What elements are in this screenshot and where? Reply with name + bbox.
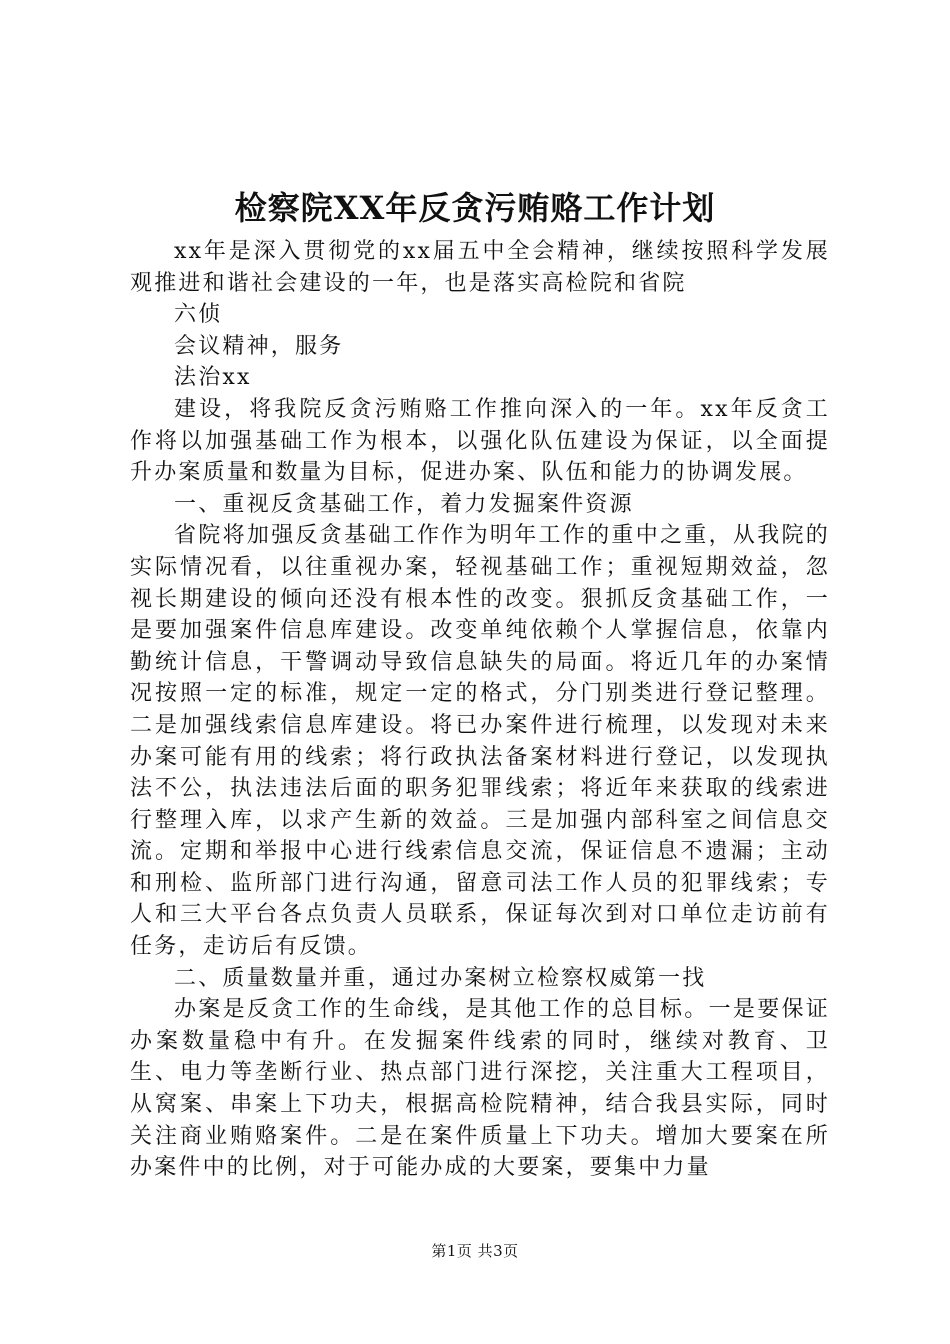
paragraph-intro: xx年是深入贯彻党的xx届五中全会精神，继续按照科学发展观推进和谐社会建设的一年，也是落实高检院和省院 <box>130 239 830 296</box>
document-body <box>130 236 830 1184</box>
paragraph-fragment-meeting: 会议精神，服务 <box>174 333 344 359</box>
paragraph-section-2: 办案是反贪工作的生命线，是其他工作的总目标。一是要保证办案数量稳中有升。在发掘案件线索的同时，继续对教育、卫生、电力等垄断行业、热点部门进行深挖，关注重大工程项目，从窝案、串案上下功夫，根据高检院精神，结合我县实际，同时关注商业贿赂案件。二是在案件质量上下功夫。增加大要案在所办案件中的比例，对于可能办成的大要案，要集中力量 <box>130 997 830 1181</box>
section-heading-1: 一、重视反贪基础工作，着力发掘案件资源 <box>174 491 634 517</box>
paragraph-section-1: 省院将加强反贪基础工作作为明年工作的重中之重，从我院的实际情况看，以往重视办案，轻视基础工作；重视短期效益，忽视长期建设的倾向还没有根本性的改变。狠抓反贪基础工作，一是要加强案件信息库建设。改变单纯依赖个人掌握信息，依靠内勤统计信息，干警调动导致信息缺失的局面。将近几年的办案情况按照一定的标准，规定一定的格式，分门别类进行登记整理。二是加强线索信息库建设。将已办案件进行梳理，以发现对未来办案可能有用的线索；将行政执法备案材料进行登记，以发现执法不公，执法违法后面的职务犯罪线索；将近年来获取的线索进行整理入库，以求产生新的效益。三是加强内部科室之间信息交流。定期和举报中心进行线索信息交流，保证信息不遗漏；主动和刑检、监所部门进行沟通，留意司法工作人员的犯罪线索；专人和三大平台各点负责人员联系，保证每次到对口单位走访前有任务，走访后有反馈。 <box>130 523 830 960</box>
paragraph-fragment-rule-of-law: 法治xx <box>174 365 252 391</box>
document-title: 检察院XX年反贪污贿赂工作计划 <box>234 189 716 227</box>
section-heading-2: 二、质量数量并重，通过办案树立检察权威第一找 <box>174 965 707 991</box>
paragraph-fragment-liuzhen: 六侦 <box>174 302 223 328</box>
paragraph-goals: 建设，将我院反贪污贿赂工作推向深入的一年。xx年反贪工作将以加强基础工作为根本，以强化队伍建设为保证，以全面提升办案质量和数量为目标，促进办案、队伍和能力的协调发展。 <box>130 396 830 486</box>
page-number-footer: 第1页 共3页 <box>431 1242 519 1260</box>
